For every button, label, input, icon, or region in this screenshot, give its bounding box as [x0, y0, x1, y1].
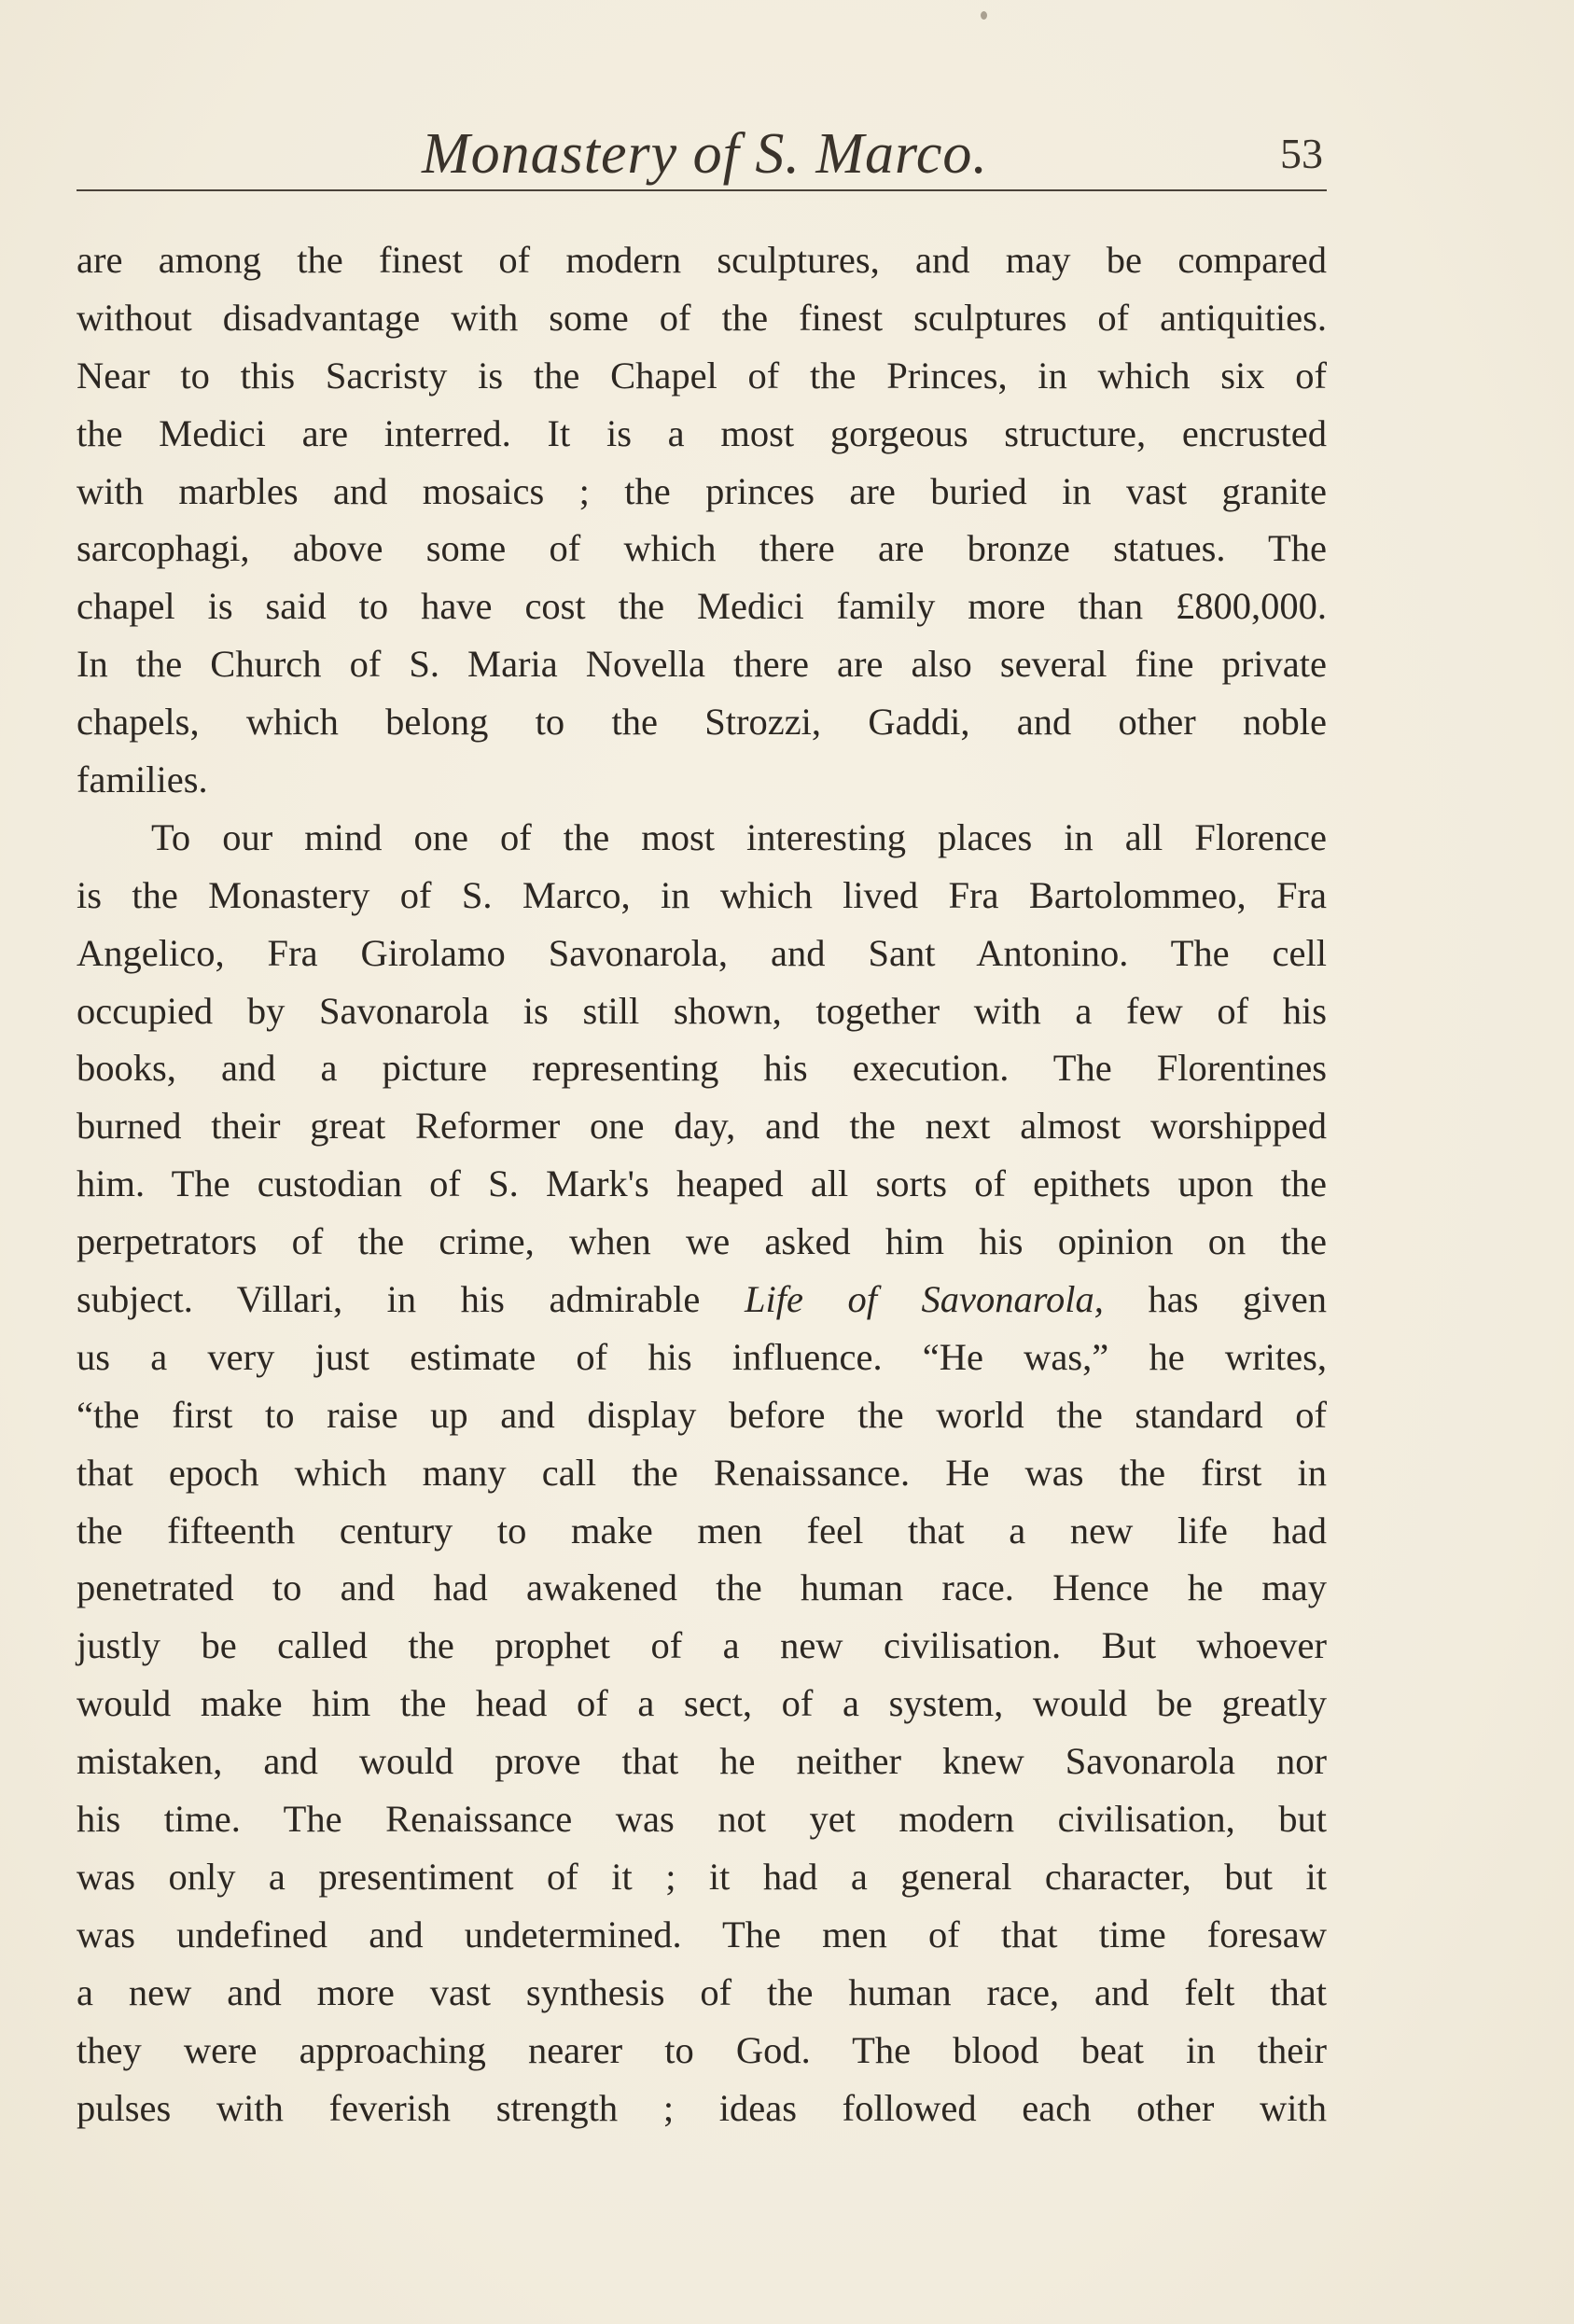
header-rule	[77, 189, 1327, 191]
text-line: us a very just estimate of his influence. “He was,” he writes,	[77, 1335, 1327, 1378]
text-line: Near to this Sacristy is the Chapel of the Princes, in which six of	[77, 354, 1327, 397]
text-line: with marbles and mosaics ; the princes are buried in vast granite	[77, 469, 1327, 512]
line-text-before: subject. Villari, in his admirable	[77, 1278, 745, 1321]
text-line: sarcophagi, above some of which there are bronze statues. The	[77, 527, 1327, 570]
text-line: justly be called the prophet of a new civilisation. But whoever	[77, 1624, 1327, 1667]
text-line: is the Monastery of S. Marco, in which lived Fra Bartolommeo, Fra	[77, 873, 1327, 916]
text-line: Angelico, Fra Girolamo Savonarola, and Sant Antonino. The cell	[77, 931, 1327, 974]
text-line: are among the finest of modern sculptures, and may be compared	[77, 239, 1327, 281]
text-line: “the first to raise up and display before the world the standard of	[77, 1393, 1327, 1436]
text-line: mistaken, and would prove that he neither knew Savonarola nor	[77, 1740, 1327, 1783]
text-line: the Medici are interred. It is a most gorgeous structure, encrusted	[77, 411, 1327, 454]
text-line: burned their great Reformer one day, and the next almost worshipped	[77, 1105, 1327, 1148]
text-line: families.	[77, 758, 208, 801]
text-line-with-title	[77, 1271, 1327, 1329]
running-head	[0, 112, 1574, 196]
text-line: perpetrators of the crime, when we asked him his opinion on the	[77, 1220, 1327, 1263]
text-line: that epoch which many call the Renaissance. He was the first in	[77, 1451, 1327, 1494]
running-title: Monastery of S. Marco.	[422, 122, 988, 186]
text-line: was undefined and undetermined. The men of that time foresaw	[77, 1913, 1327, 1955]
text-line: him. The custodian of S. Mark's heaped all sorts of epithets upon the	[77, 1162, 1327, 1205]
text-line: chapels, which belong to the Strozzi, Gaddi, and other noble	[77, 701, 1327, 744]
page-number: 53	[1280, 130, 1323, 177]
text-line: books, and a picture representing his execution. The Florentines	[77, 1047, 1327, 1090]
ink-speck	[981, 11, 987, 20]
text-line: was only a presentiment of it ; it had a general character, but it	[77, 1855, 1327, 1898]
paragraph-first-line: To our mind one of the most interesting places in all Florence	[151, 815, 1327, 858]
text-line: penetrated to and had awakened the human race. Hence he may	[77, 1566, 1327, 1609]
book-title-italic: Life of Savonarola,	[744, 1278, 1104, 1321]
body-text	[77, 231, 1327, 2136]
text-line: pulses with feverish strength ; ideas followed each other with	[77, 2086, 1327, 2129]
text-line: In the Church of S. Maria Novella there are also several fine private	[77, 643, 1327, 686]
text-line: his time. The Renaissance was not yet modern civilisation, but	[77, 1798, 1327, 1841]
text-line: occupied by Savonarola is still shown, together with a few of his	[77, 989, 1327, 1032]
line-text-after: has given	[1103, 1278, 1327, 1321]
text-line: the fifteenth century to make men feel that a new life had	[77, 1509, 1327, 1552]
text-line: without disadvantage with some of the finest sculptures of antiquities.	[77, 296, 1327, 339]
text-line: a new and more vast synthesis of the human race, and felt that	[77, 1970, 1327, 2013]
text-line: would make him the head of a sect, of a system, would be greatly	[77, 1682, 1327, 1725]
text-line: chapel is said to have cost the Medici family more than £800,000.	[77, 585, 1327, 628]
text-line: they were approaching nearer to God. The blood beat in their	[77, 2028, 1327, 2071]
